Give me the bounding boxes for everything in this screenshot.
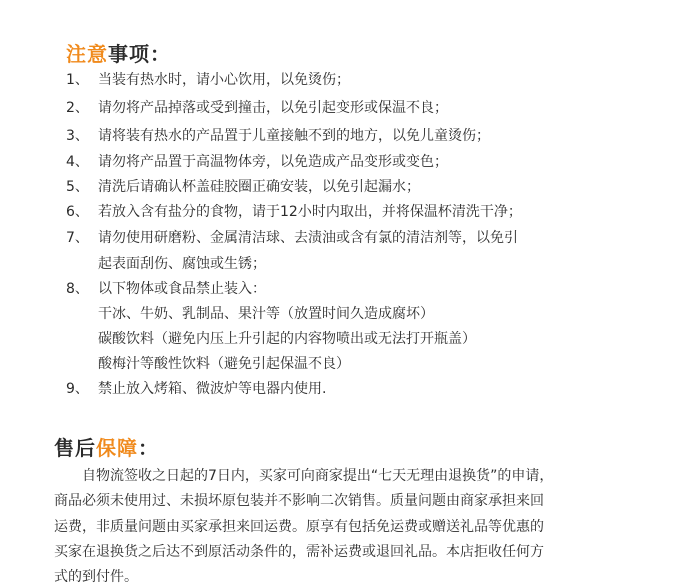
aftersale-line-1: 自物流签收之日起的7日内，买家可向商家提出“七天无理由退换货”的申请， xyxy=(82,468,554,484)
item-text: 当装有热水时，请小心饮用，以免烫伤； xyxy=(98,72,350,88)
item-text: 起表面刮伤、腐蚀或生锈； xyxy=(98,256,266,272)
aftersale-title-rest: 售后 xyxy=(54,436,96,460)
item-text: 清洗后请确认杯盖硅胶圈正确安装，以免引起漏水； xyxy=(98,179,420,195)
aftersale-title-colon: ： xyxy=(138,436,159,460)
notice-sub-item-3: 酸梅汁等酸性饮料（避免引起保温不良） xyxy=(98,356,350,372)
aftersale-line-2: 商品必须未使用过、未损坏原包装并不影响二次销售。质量问题由商家承担来回 xyxy=(54,493,544,509)
item-number: 7、 xyxy=(66,230,89,246)
notice-sub-item-1: 干冰、牛奶、乳制品、果汁等（放置时间久造成腐坏） xyxy=(98,306,434,322)
item-number: 6、 xyxy=(66,204,89,220)
item-text: 若放入含有盐分的食物，请于12小时内取出，并将保温杯清洗干净； xyxy=(98,204,522,220)
aftersale-title-accent: 保障 xyxy=(96,436,138,460)
item-number: 8、 xyxy=(66,281,89,297)
aftersale-title xyxy=(54,432,159,461)
item-number: 1、 xyxy=(66,72,89,88)
notice-title-rest: 事项： xyxy=(108,42,171,66)
item-number: 4、 xyxy=(66,154,89,170)
item-number: 3、 xyxy=(66,128,89,144)
aftersale-line-4: 买家在退换货之后达不到原活动条件的，需补运费或退回礼品。本店拒收任何方 xyxy=(54,544,544,560)
item-text: 请勿将产品置于高温物体旁，以免造成产品变形或变色； xyxy=(98,154,448,170)
item-text: 请勿将产品掉落或受到撞击，以免引起变形或保温不良； xyxy=(98,100,448,116)
item-number: 5、 xyxy=(66,179,89,195)
item-text: 请勿使用研磨粉、金属清洁球、去渍油或含有氯的清洁剂等，以免引 xyxy=(98,230,518,246)
aftersale-line-3: 运费，非质量问题由买家承担来回运费。原享有包括免运费或赠送礼品等优惠的 xyxy=(54,519,544,535)
item-number: 9、 xyxy=(66,381,89,397)
notice-title xyxy=(66,38,171,67)
item-text: 以下物体或食品禁止装入： xyxy=(98,281,266,297)
notice-sub-item-2: 碳酸饮料（避免内压上升引起的内容物喷出或无法打开瓶盖） xyxy=(98,331,476,347)
item-text: 请将装有热水的产品置于儿童接触不到的地方，以免儿童烫伤； xyxy=(98,128,490,144)
item-text: 禁止放入烤箱、微波炉等电器内使用. xyxy=(98,381,327,397)
aftersale-line-5: 式的到付件。 xyxy=(54,569,138,585)
notice-title-accent: 注意 xyxy=(66,42,108,66)
item-number: 2、 xyxy=(66,100,89,116)
